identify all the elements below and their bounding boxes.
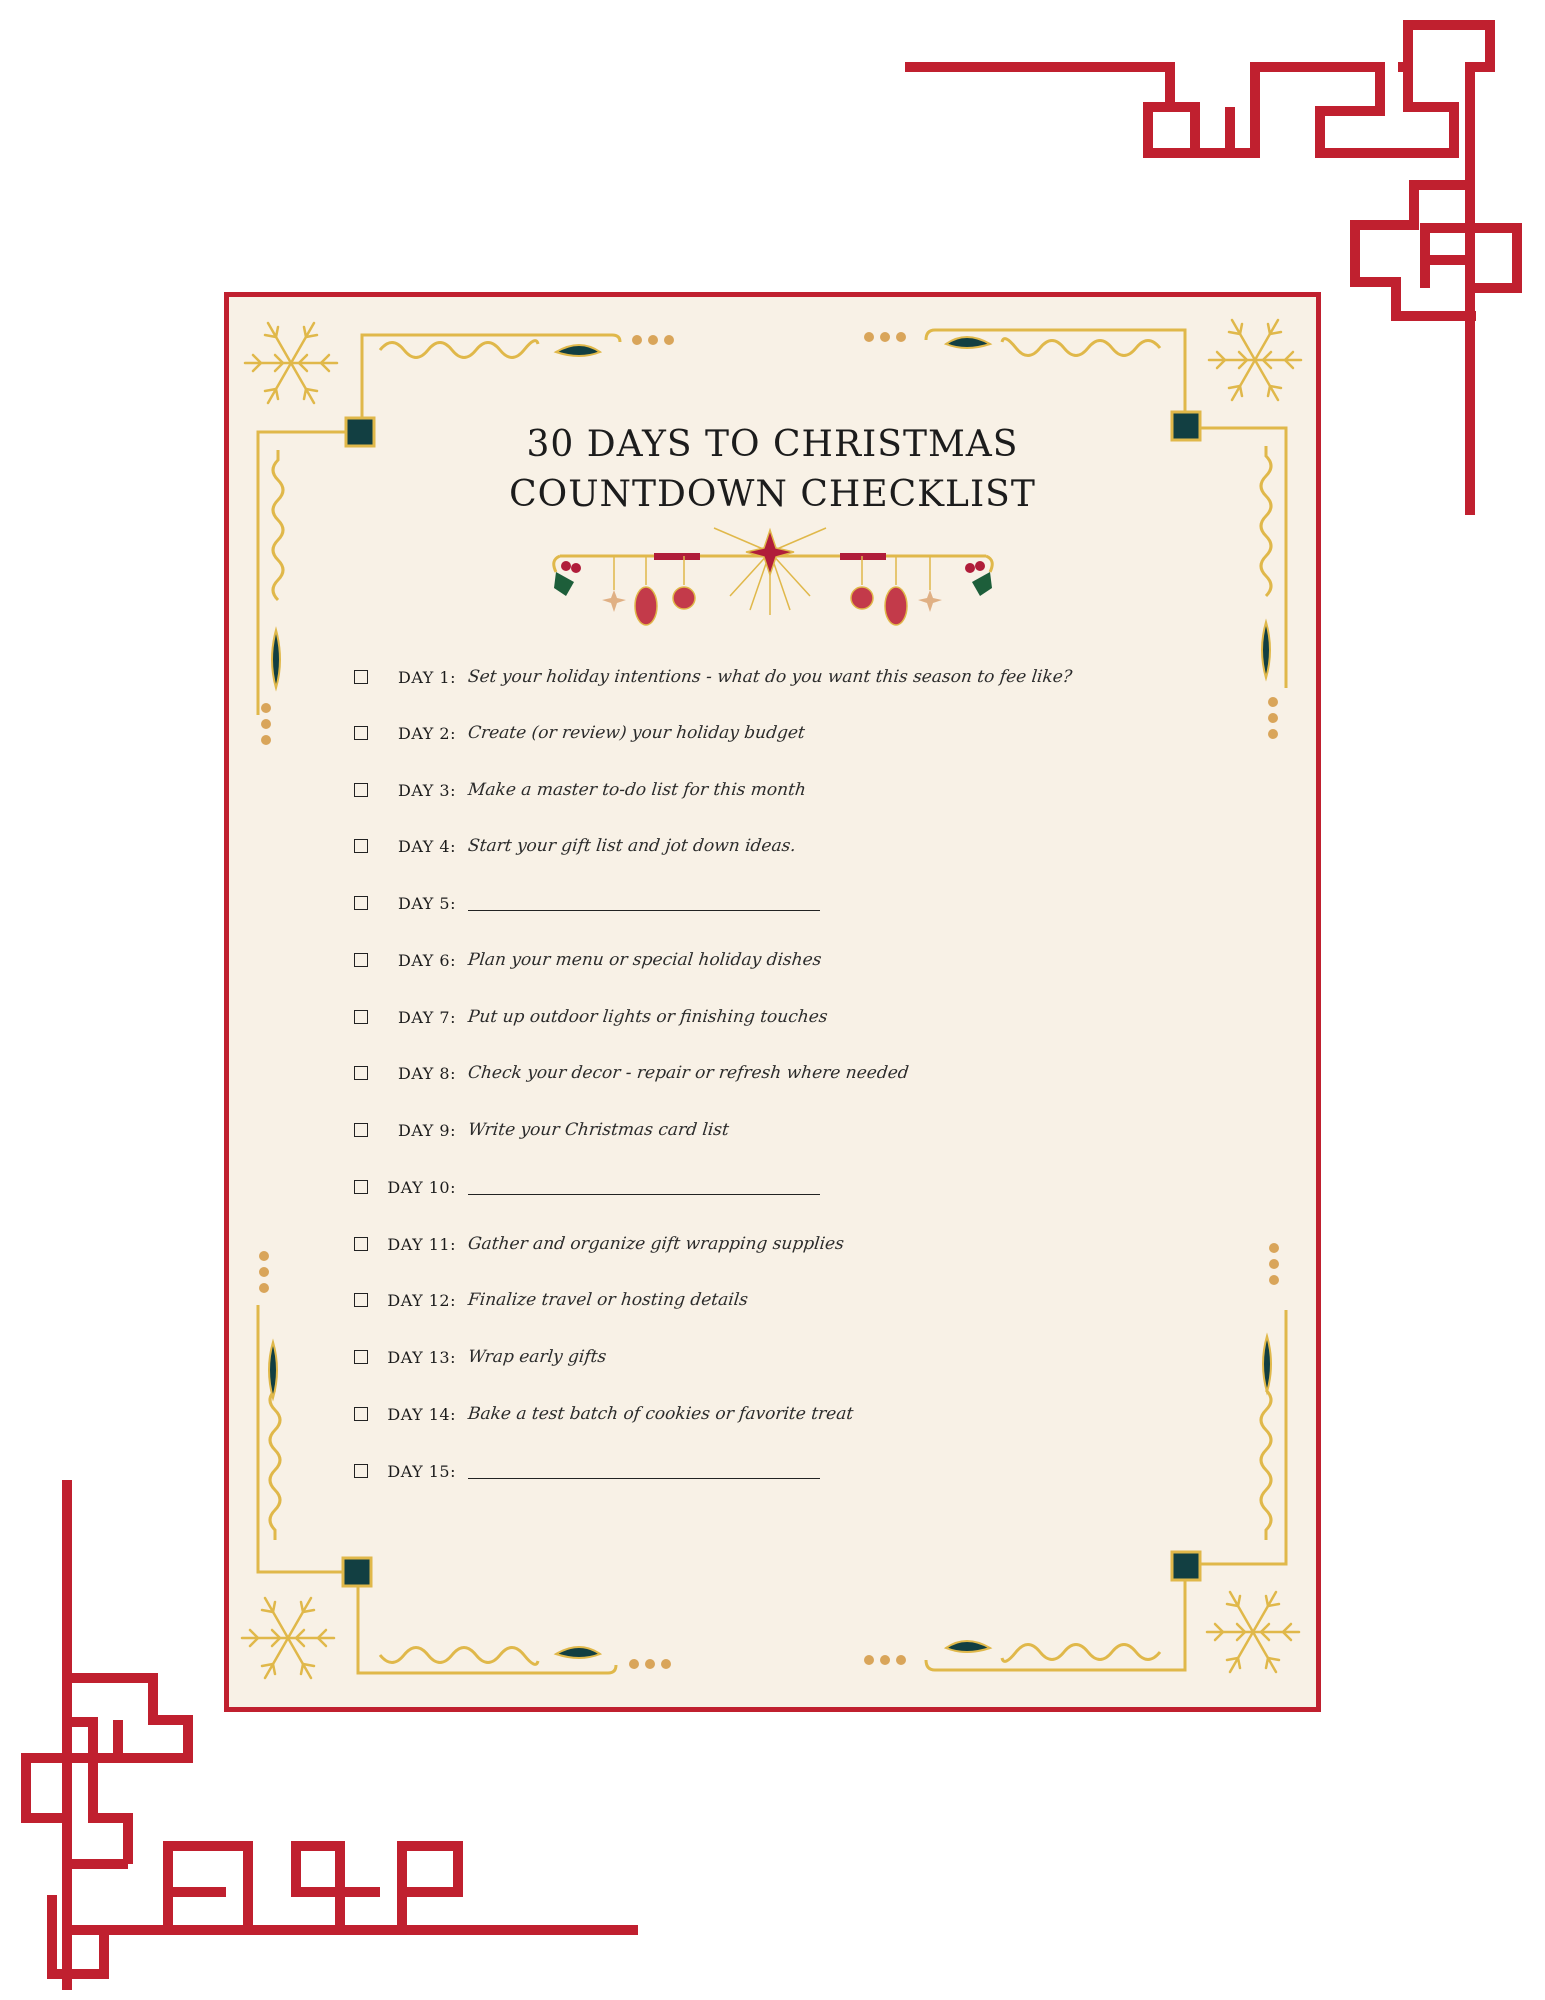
checklist-item-day-12 [354, 1285, 748, 1315]
checkbox[interactable] [354, 1293, 368, 1307]
checklist-item-day-5 [354, 888, 820, 918]
day-label: DAY 1: [398, 667, 456, 687]
checkbox[interactable] [354, 839, 368, 853]
task-text: Put up outdoor lights or finishing touches [466, 1007, 829, 1027]
task-text: Bake a test batch of cookies or favorite treat [466, 1404, 855, 1424]
task-text: Start your gift list and jot down ideas. [466, 836, 797, 856]
snowflake-icon [242, 1598, 334, 1678]
task-text: Gather and organize gift wrapping supplies [466, 1234, 845, 1254]
checkbox[interactable] [354, 1066, 368, 1080]
checkbox[interactable] [354, 670, 368, 684]
star-icon [746, 530, 794, 575]
day-label: DAY 7: [398, 1007, 456, 1027]
checklist-item-day-6 [354, 945, 821, 975]
day-label: DAY 12: [387, 1290, 456, 1310]
checkbox[interactable] [354, 1237, 368, 1251]
day-label: DAY 3: [398, 780, 456, 800]
checkbox[interactable] [354, 1180, 368, 1194]
day-label: DAY 4: [398, 836, 456, 856]
checkbox[interactable] [354, 1407, 368, 1421]
day-label: DAY 5: [398, 893, 456, 913]
blank-write-in-line[interactable] [468, 1194, 820, 1195]
task-text: Check your decor - repair or refresh where needed [466, 1063, 910, 1083]
ornament-icon [635, 587, 657, 625]
checkbox[interactable] [354, 783, 368, 797]
day-label: DAY 14: [387, 1404, 456, 1424]
checklist-item-day-7 [354, 1002, 828, 1032]
blank-write-in-line[interactable] [468, 910, 820, 911]
checkbox[interactable] [354, 1464, 368, 1478]
day-label: DAY 8: [398, 1063, 456, 1083]
snowflake-icon [245, 323, 337, 403]
task-text: Create (or review) your holiday budget [466, 723, 806, 743]
checklist-item-day-14 [354, 1399, 853, 1429]
day-label: DAY 2: [398, 723, 456, 743]
star-icon [602, 590, 626, 612]
checklist-item-day-9 [354, 1115, 729, 1145]
page-title [0, 420, 1545, 520]
checkbox[interactable] [354, 726, 368, 740]
day-label: DAY 15: [387, 1461, 456, 1481]
snowflake-icon [1209, 320, 1301, 400]
day-label: DAY 10: [387, 1177, 456, 1197]
ornament-icon [673, 587, 695, 609]
blank-write-in-line[interactable] [468, 1478, 820, 1479]
day-label: DAY 13: [387, 1347, 456, 1367]
checkbox[interactable] [354, 1010, 368, 1024]
day-label: DAY 6: [398, 950, 456, 970]
checklist-item-day-10 [354, 1172, 820, 1202]
checkbox[interactable] [354, 1123, 368, 1137]
star-icon [918, 590, 942, 612]
checklist-item-day-15 [354, 1456, 820, 1486]
ornament-icon [851, 587, 873, 609]
checkbox[interactable] [354, 953, 368, 967]
task-text: Plan your menu or special holiday dishes [466, 950, 823, 970]
task-text: Make a master to-do list for this month [466, 780, 807, 800]
day-label: DAY 9: [398, 1120, 456, 1140]
checklist-item-day-2 [354, 718, 805, 748]
checklist-item-day-1 [354, 662, 1072, 692]
task-text: Wrap early gifts [466, 1347, 608, 1367]
checkbox[interactable] [354, 896, 368, 910]
title-ornament-garland [554, 528, 993, 625]
checkbox[interactable] [354, 1350, 368, 1364]
task-text: Set your holiday intentions - what do you want this season to fee like? [466, 667, 1074, 687]
checklist-item-day-11 [354, 1229, 844, 1259]
task-text: Finalize travel or hosting details [466, 1290, 749, 1310]
checklist-item-day-3 [354, 775, 806, 805]
ornament-icon [885, 587, 907, 625]
title-line-2: COUNTDOWN CHECKLIST [509, 474, 1036, 515]
title-line-1: 30 DAYS TO CHRISTMAS [526, 424, 1019, 465]
checklist-item-day-4 [354, 831, 796, 861]
task-text: Write your Christmas card list [466, 1120, 730, 1140]
checklist-item-day-8 [354, 1058, 909, 1088]
checklist-item-day-13 [354, 1342, 606, 1372]
day-label: DAY 11: [387, 1234, 456, 1254]
snowflake-icon [1207, 1592, 1299, 1672]
